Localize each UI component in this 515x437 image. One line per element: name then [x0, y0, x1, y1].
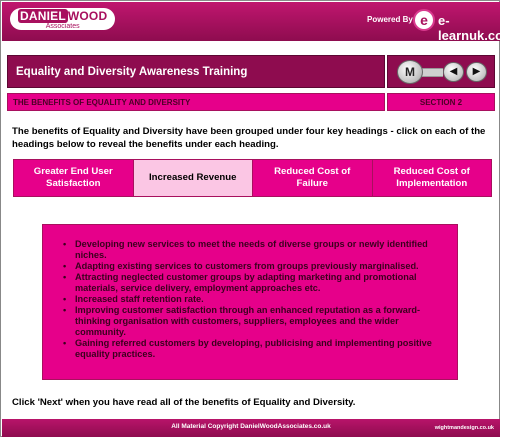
list-item: • Developing new services to meet the needs of diverse groups or newly identified niches.: [63, 239, 428, 260]
click-next-instruction: Click 'Next' when you have read all of the benefits of Equality and Diversity.: [12, 397, 356, 408]
list-item: • Gaining referred customers by developing, publicising and implementing positive equality practices.: [63, 338, 432, 359]
next-button[interactable]: [466, 62, 487, 82]
benefit-tabs: [13, 159, 492, 197]
previous-button[interactable]: [443, 62, 464, 82]
bullet-icon: •: [63, 305, 67, 315]
section-indicator: [387, 93, 495, 111]
course-title-bar: [7, 55, 385, 88]
footer-bar: [2, 419, 500, 437]
page-heading: THE BENEFITS OF EQUALITY AND DIVERSITY: [13, 98, 191, 107]
logo-name-part1: DANIEL: [20, 9, 66, 23]
bullet-icon: •: [63, 239, 67, 249]
course-title: Equality and Diversity Awareness Training: [16, 66, 248, 78]
bullet-icon: •: [63, 294, 67, 304]
page-heading-bar: [7, 93, 385, 111]
intro-text: The benefits of Equality and Diversity have been grouped under four key headings - click on each of the headings below to reveal the benefits under each heading.: [12, 126, 486, 150]
arrow-right-icon: ▶: [472, 66, 481, 77]
bullet-icon: •: [63, 338, 67, 348]
menu-button[interactable]: M: [397, 60, 423, 84]
tab-greater-end-user-satisfaction[interactable]: Greater End User Satisfaction: [14, 160, 134, 196]
daniel-wood-logo: [10, 8, 115, 36]
tab-reduced-cost-of-failure[interactable]: Reduced Cost of Failure: [253, 160, 373, 196]
elearn-logo-text: e-learnuk.com: [438, 13, 515, 43]
logo-subtitle: Associates: [45, 23, 80, 30]
logo-name-part2: WOOD: [67, 9, 108, 23]
elearn-logo-icon: e: [413, 9, 435, 31]
bullet-icon: •: [63, 272, 67, 282]
section-label: SECTION 2: [419, 98, 463, 107]
bullet-icon: •: [63, 261, 67, 271]
tab-reduced-cost-of-implementation[interactable]: Reduced Cost of Implementation: [373, 160, 492, 196]
design-credit: wightmandesign.co.uk: [434, 425, 494, 431]
list-item: • Adapting existing services to customers from groups previously marginalised.: [63, 261, 419, 271]
powered-by-label: Powered By: [367, 15, 413, 24]
list-item: • Improving customer satisfaction through an enhanced reputation as a forward-thinking organisation with customers, suppliers, employees and the wider community.: [63, 305, 421, 337]
benefits-panel: [42, 224, 458, 380]
copyright-text: All Material Copyright DanielWoodAssociates.co.uk: [171, 423, 331, 430]
arrow-left-icon: ◀: [449, 66, 458, 77]
list-item: • Attracting neglected customer groups by adapting marketing and promotional materials, service delivery, employment approaches etc.: [63, 272, 417, 293]
list-item: • Increased staff retention rate.: [63, 294, 204, 304]
benefits-list: [63, 239, 447, 360]
tab-increased-revenue[interactable]: Increased Revenue: [134, 160, 254, 196]
